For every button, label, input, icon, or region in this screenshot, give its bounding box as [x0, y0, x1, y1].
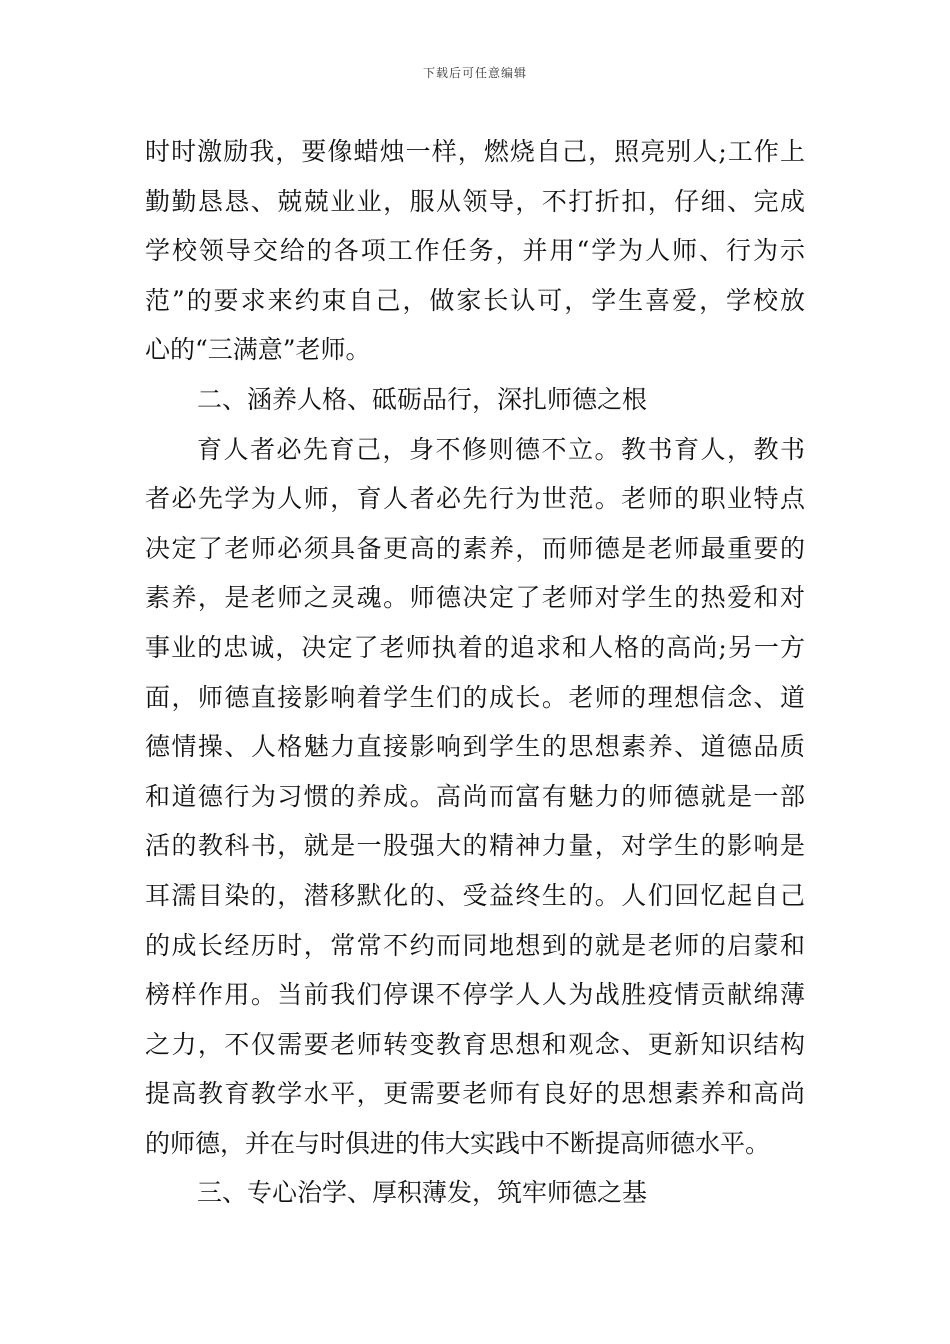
- text-line: 榜样作用。当前我们停课不停学人人为战胜疫情贡献绵薄: [145, 980, 805, 1010]
- paragraph-2: [145, 425, 805, 1169]
- text-line: 德情操、人格魅力直接影响到学生的思想素养、道德品质: [145, 732, 805, 762]
- text-line: 的师德，并在与时俱进的伟大实践中不断提高师德水平。: [145, 1128, 771, 1158]
- text-line: 学校领导交给的各项工作任务，并用“学为人师、行为示: [145, 236, 805, 266]
- text-line: 事业的忠诚，决定了老师执着的追求和人格的高尚;另一方: [145, 632, 805, 662]
- text-line: 决定了老师必须具备更高的素养，而师德是老师最重要的: [145, 533, 805, 563]
- text-line: 育人者必先育己，身不修则德不立。教书育人，教书: [197, 434, 805, 464]
- section-heading-3: 三、专心治学、厚积薄发，筑牢师德之基: [197, 1178, 648, 1208]
- text-line: 和道德行为习惯的养成。高尚而富有魅力的师德就是一部: [145, 781, 805, 811]
- text-line: 活的教科书，就是一股强大的精神力量，对学生的影响是: [145, 831, 805, 861]
- text-line: 的成长经历时，常常不约而同地想到的就是老师的启蒙和: [145, 930, 805, 960]
- text-line: 者必先学为人师，育人者必先行为世范。老师的职业特点: [145, 484, 805, 514]
- document-body: [145, 127, 805, 1218]
- paragraph-1: [145, 127, 805, 375]
- text-line: 提高教育教学水平，更需要老师有良好的思想素养和高尚: [145, 1079, 805, 1109]
- text-line: 素养，是老师之灵魂。师德决定了老师对学生的热爱和对: [145, 583, 805, 613]
- text-line: 之力，不仅需要老师转变教育思想和观念、更新知识结构: [145, 1029, 805, 1059]
- text-line: 面，师德直接影响着学生们的成长。老师的理想信念、道: [145, 682, 805, 712]
- text-line: 时时激励我，要像蜡烛一样，燃烧自己，照亮别人;工作上: [145, 137, 805, 166]
- text-line: 耳濡目染的，潜移默化的、受益终生的。人们回忆起自己: [145, 880, 805, 910]
- page-header: 下载后可任意编辑: [422, 66, 527, 80]
- text-line: 范”的要求来约束自己，做家长认可，学生喜爱，学校放: [145, 285, 805, 315]
- text-line: 勤勤恳恳、兢兢业业，服从领导，不打折扣，仔细、完成: [145, 186, 805, 216]
- section-heading-2: 二、涵养人格、砥砺品行，深扎师德之根: [197, 384, 648, 414]
- text-line: 心的“三满意”老师。: [145, 335, 371, 365]
